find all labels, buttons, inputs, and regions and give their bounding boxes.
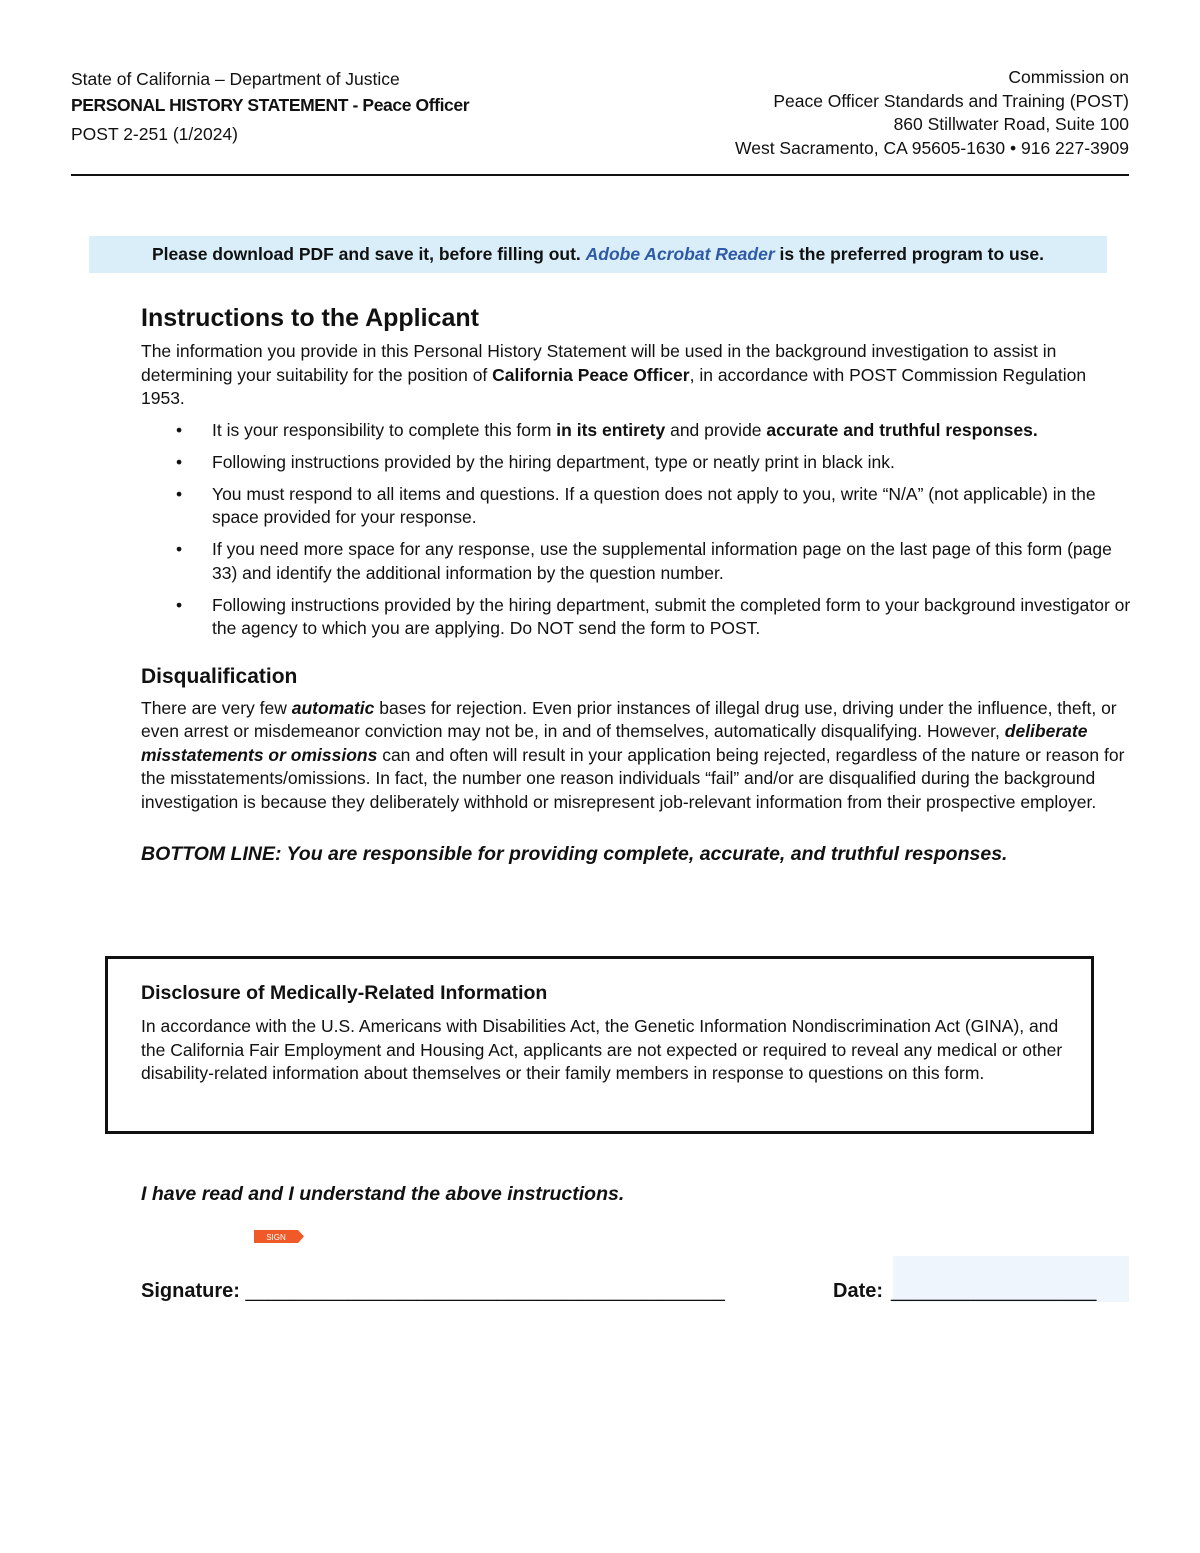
instructions-list [141, 419, 1131, 641]
header-divider [71, 174, 1129, 176]
medical-disclosure-title: Disclosure of Medically-Related Information [141, 982, 548, 1004]
bullet-glyph: • [176, 594, 183, 615]
date-line: __________________ [891, 1280, 1097, 1302]
bullet-glyph: • [176, 419, 183, 440]
notice-text-after: is the preferred program to use. [774, 244, 1045, 264]
medical-disclosure-text: In accordance with the U.S. Americans with Disabilities Act, the Genetic Information Nondiscrimination Act (GINA), and the California Fair Employment and Housing Act, applicants are not expected or required to reveal any medical or other disability-related information about themselves or their family members in response to questions on this form. [141, 1016, 1063, 1083]
list-item: • If you need more space for any response, use the supplemental information page on the last page of this form (page 33) and identify the additional information by the question number. [176, 539, 1112, 583]
bullet-glyph: • [176, 539, 183, 559]
disqualification-text: There are very few automatic bases for rejection. Even prior instances of illegal drug use, driving under the influence, theft, or even arrest or misdemeanor conviction may not be, in and of themselves, automatically disqualifying. However, deliberate misstatements or omissions can and often will result in your application being rejected, regardless of the nature or reason for the misstatements/omissions. In fact, the number one reason individuals “fail” and/or are disqualified during the background investigation is because they deliberately withhold or misrepresent job-relevant information from their prospective employer. [141, 697, 1125, 812]
instructions-section [141, 300, 1131, 867]
disqualification-title: Disqualification [141, 664, 298, 688]
list-item: • It is your responsibility to complete this form in its entirety and provide accurate and truthful responses. [141, 419, 1131, 443]
medical-disclosure-box [105, 956, 1094, 1134]
instructions-intro: The information you provide in this Personal History Statement will be used in the background investigation to assist in determining your suitability for the position of California Peace Officer, in accordance with POST Commission Regulation 1953. [141, 341, 1087, 408]
instructions-title: Instructions to the Applicant [141, 304, 479, 332]
acrobat-reader-link[interactable]: Adobe Acrobat Reader [585, 244, 775, 264]
commission-city-phone: West Sacramento, CA 95605-1630 • 916 227-3909 [735, 138, 1129, 159]
signature-line: __________________________________________ [245, 1280, 726, 1302]
commission-address: 860 Stillwater Road, Suite 100 [893, 114, 1129, 135]
list-item: • Following instructions provided by the hiring department, submit the completed form to your background investigator or the agency to which you are applying. Do NOT send the form to POST. [176, 594, 1131, 638]
notice-text-before: Please download PDF and save it, before filling out. [151, 244, 586, 264]
header-right [735, 66, 1129, 161]
acknowledgement-statement: I have read and I understand the above instructions. [141, 1183, 625, 1205]
commission-line-2: Peace Officer Standards and Training (POST) [773, 90, 1129, 111]
list-item: • You must respond to all items and questions. If a question does not apply to you, write “N/A” (not applicable) in the space provided for your response. [176, 483, 1096, 527]
sign-here-tag[interactable] [254, 1230, 304, 1243]
download-notice [89, 236, 1107, 273]
signature-field[interactable] [254, 1262, 794, 1302]
bottom-line-statement: BOTTOM LINE: You are responsible for providing complete, accurate, and truthful responses. [141, 843, 1008, 865]
commission-line-1: Commission on [1008, 67, 1129, 87]
sign-tag-label: SIGN [266, 1232, 286, 1242]
form-title: PERSONAL HISTORY STATEMENT - Peace Officer [71, 95, 470, 115]
signature-label: Signature: [141, 1280, 246, 1302]
date-label: Date: [833, 1280, 884, 1302]
form-number: POST 2-251 (1/2024) [71, 124, 238, 144]
agency-name: State of California – Department of Justice [71, 69, 400, 89]
list-item: • Following instructions provided by the hiring department, type or neatly print in black ink. [141, 451, 1131, 475]
bullet-glyph: • [176, 451, 183, 472]
header-left [71, 66, 469, 147]
bullet-glyph: • [176, 483, 183, 504]
